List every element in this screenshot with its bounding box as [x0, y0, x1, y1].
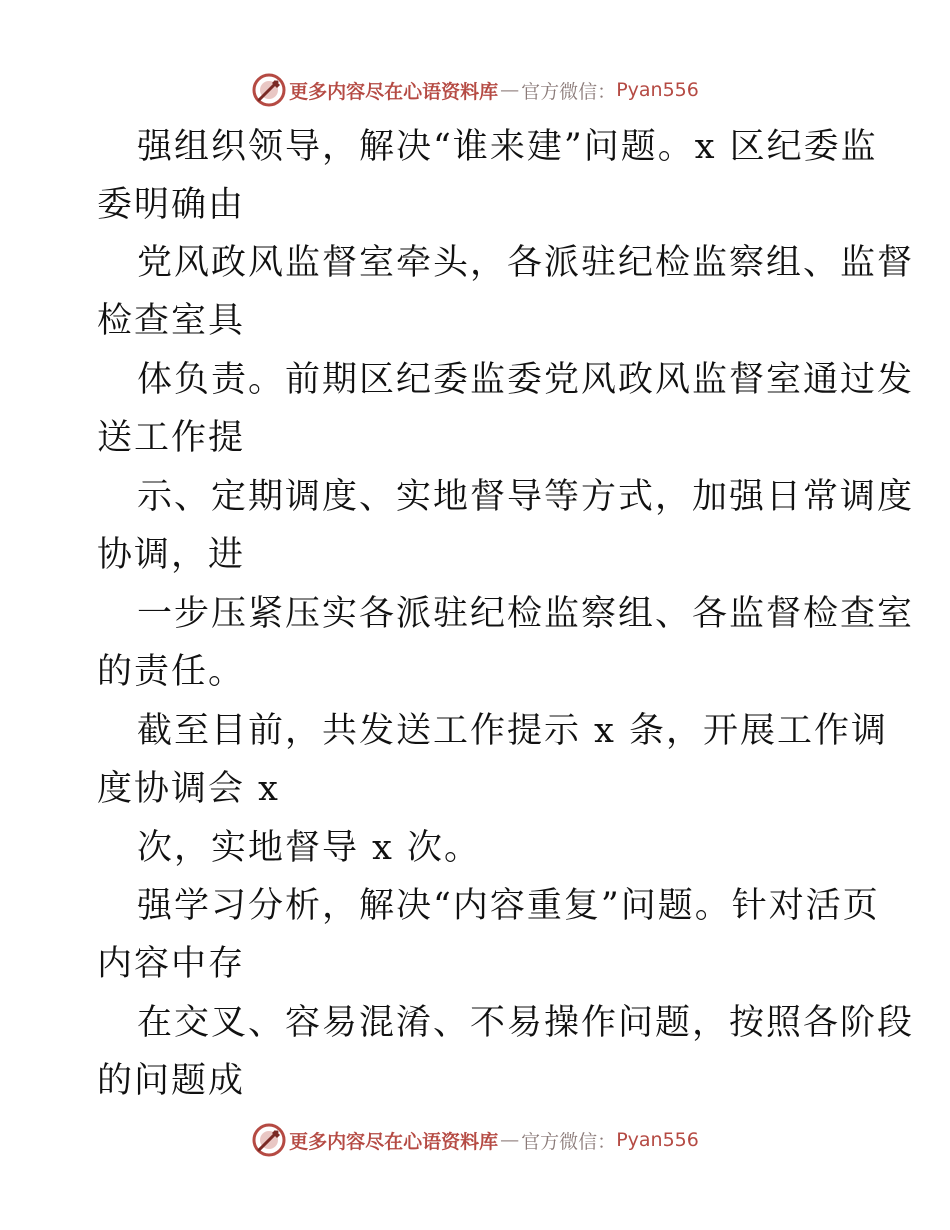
header-watermark: [0, 70, 950, 110]
banner-separator: —: [500, 1129, 520, 1151]
body-line: 检查室具: [97, 301, 246, 341]
body-line: 的责任。: [97, 652, 246, 692]
brand-logo-icon: [251, 72, 287, 108]
brand-text: 更多内容尽在心语资料库: [289, 80, 499, 103]
body-line: 体负责。前期区纪委监委党风政风监督室通过发: [137, 360, 915, 400]
body-line: 的问题成: [97, 1061, 246, 1101]
brand-text: 更多内容尽在心语资料库: [289, 1130, 499, 1153]
body-line: 党风政风监督室牵头，各派驻纪检监察组、监督: [137, 243, 915, 283]
body-line: 内容中存: [97, 944, 246, 984]
wechat-id: Pyan556: [616, 79, 699, 101]
brand-logo-icon: [251, 1122, 287, 1158]
body-line: 在交叉、容易混淆、不易操作问题，按照各阶段: [137, 1003, 915, 1043]
body-line: 协调，进: [97, 535, 246, 575]
wechat-label: 官方微信：: [521, 1130, 617, 1153]
body-line: 一步压紧压实各派驻纪检监察组、各监督检查室: [137, 594, 915, 634]
body-line: 截至目前，共发送工作提示 x 条，开展工作调: [137, 711, 888, 751]
wechat-label: 官方微信：: [521, 80, 617, 103]
banner-separator: —: [500, 79, 520, 101]
footer-watermark: [0, 1120, 950, 1160]
body-line: 送工作提: [97, 418, 246, 458]
body-line: 示、定期调度、实地督导等方式，加强日常调度: [137, 477, 915, 517]
body-line: 委明确由: [97, 185, 246, 225]
wechat-id: Pyan556: [616, 1129, 699, 1151]
body-line: 强学习分析，解决“内容重复”问题。针对活页: [137, 886, 880, 926]
body-line: 次，实地督导 x 次。: [137, 828, 481, 868]
body-line: 强组织领导，解决“谁来建”问题。x 区纪委监: [137, 127, 878, 167]
body-line: 度协调会 x: [97, 769, 280, 809]
